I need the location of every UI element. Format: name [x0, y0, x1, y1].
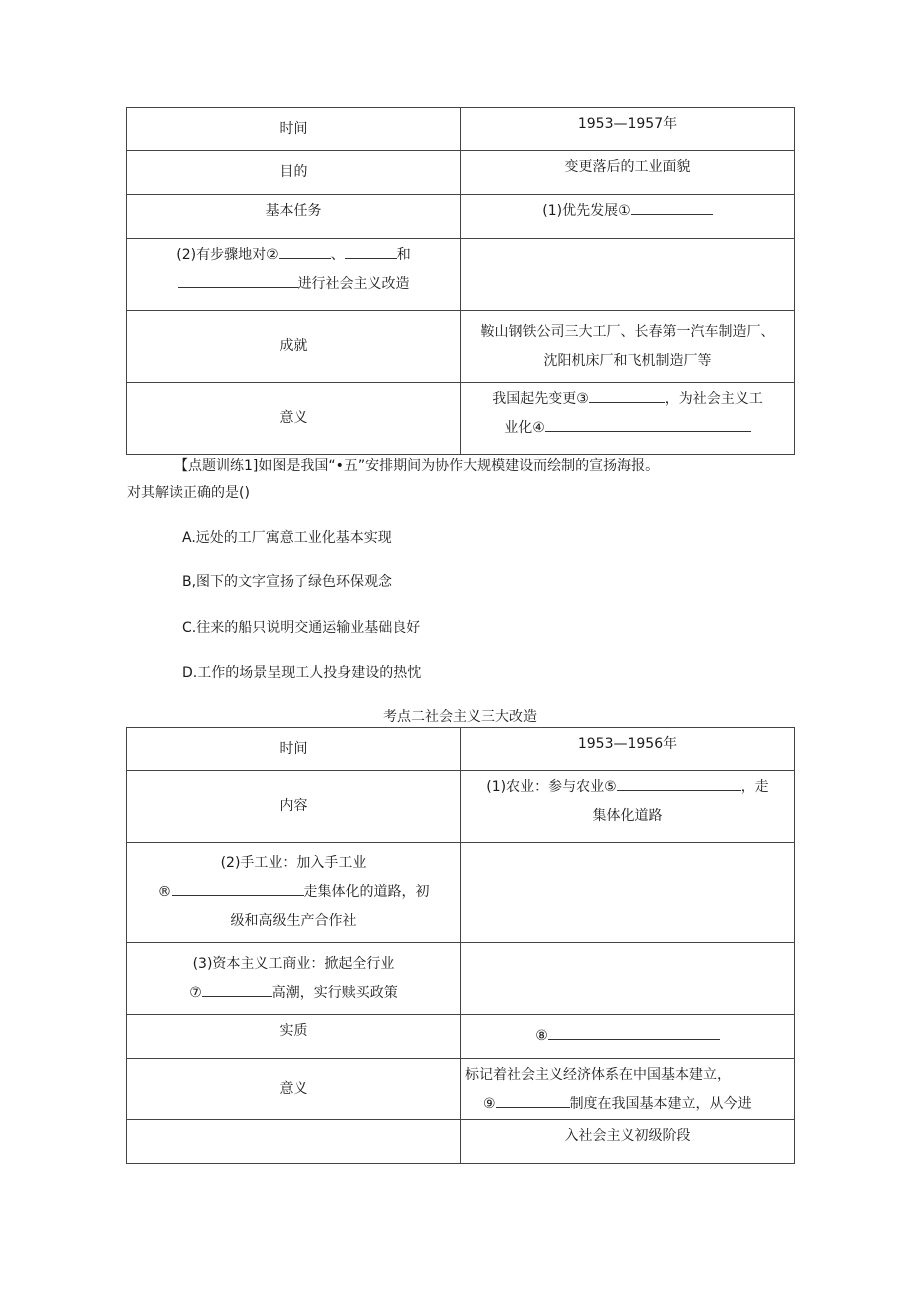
time-label: 时间 [127, 108, 461, 151]
task-2-text: (2)有步骤地对② [176, 247, 279, 263]
blank-3[interactable] [589, 386, 665, 403]
achievement-line1: 鞍山钢铁公司三大工厂、长春第一汽车制造厂、 [480, 323, 775, 340]
significance-line1b: ，为社会主义工 [664, 391, 763, 407]
essence-label: 实质 [127, 1015, 461, 1059]
essence-cell [461, 1015, 795, 1059]
time-value-2: 1953—1956年 [461, 728, 795, 771]
achievement-line2: 沈阳机床厂和飞机制造厂等 [543, 352, 712, 369]
blank-2b[interactable] [345, 242, 397, 259]
blank-8[interactable] [548, 1023, 720, 1040]
blank-2a[interactable] [279, 242, 331, 259]
industrialization-table [126, 107, 795, 455]
blank-2c[interactable] [178, 271, 298, 288]
blank-7[interactable] [202, 980, 272, 997]
empty-cell-4 [127, 1120, 461, 1164]
handicraft-line3: 级和高级生产合作社 [230, 913, 357, 929]
task-2-tail: 进行社会主义改造 [297, 276, 410, 292]
option-a[interactable]: A.远处的工厂寓意工业化基本实现 [182, 530, 392, 546]
agri-tail: ，走 [740, 779, 769, 795]
exercise-stem-2: 对其解读正确的是() [127, 485, 250, 501]
commerce-mark: ⑦ [189, 984, 202, 1001]
essence-mark: ⑧ [535, 1028, 548, 1044]
significance-cell-2 [461, 1059, 795, 1120]
commerce-line2: 高潮，实行赎买政策 [271, 984, 398, 1001]
commerce-cell [127, 943, 461, 1015]
blank-1[interactable] [631, 198, 713, 215]
time-label-2: 时间 [127, 728, 461, 771]
goal-label: 目的 [127, 151, 461, 195]
task-2-and: 和 [396, 247, 411, 263]
empty-cell-3 [461, 943, 795, 1015]
handicraft-cell [127, 843, 461, 943]
handicraft-mark: ® [157, 884, 172, 900]
transformation-table [126, 727, 795, 1164]
task-2-sep: 、 [330, 247, 345, 263]
significance2-line3: 入社会主义初级阶段 [461, 1120, 795, 1164]
blank-6[interactable] [172, 879, 304, 896]
option-d[interactable]: D.工作的场景呈现工人投身建设的热忱 [182, 665, 422, 681]
significance-line2: 业化④ [504, 420, 545, 436]
commerce-line1: (3)资本主义工商业：掀起全行业 [192, 955, 395, 972]
significance2-line1: 标记着社会主义经济体系在中国基本建立， [465, 1067, 731, 1083]
empty-cell [461, 239, 795, 311]
significance-label: 意义 [127, 383, 461, 455]
task-label: 基本任务 [127, 195, 461, 239]
achievement-label: 成就 [127, 311, 461, 383]
significance2-line2: 制度在我国基本建立，从今进 [569, 1096, 752, 1112]
significance-line1a: 我国起先变更③ [492, 391, 589, 407]
blank-5[interactable] [617, 774, 741, 791]
exercise-stem-1: 【点题训练1]如图是我国“•五”安排期间为协作大规模建设而绘制的宣扬海报。 [174, 458, 660, 474]
goal-value: 变更落后的工业面貌 [461, 151, 795, 195]
agri-text: (1)农业：参与农业⑤ [486, 779, 617, 795]
handicraft-line1: (2)手工业：加入手工业 [220, 855, 367, 871]
agri-line2: 集体化道路 [592, 808, 663, 824]
significance-label-2: 意义 [127, 1059, 461, 1120]
section-title: 考点二社会主义三大改造 [383, 709, 537, 725]
task-1-text: (1)优先发展① [542, 203, 631, 219]
time-value: 1953—1957年 [461, 108, 795, 151]
content-label: 内容 [127, 771, 461, 843]
task-2-cell [127, 239, 461, 311]
handicraft-line2: 走集体化的道路，初 [303, 884, 430, 900]
option-b[interactable]: B,图下的文字宣扬了绿色环保观念 [182, 574, 393, 590]
blank-9[interactable] [496, 1091, 570, 1108]
empty-cell-2 [461, 843, 795, 943]
task-1-cell [461, 195, 795, 239]
achievement-value [461, 311, 795, 383]
significance-value [461, 383, 795, 455]
significance2-mark: ⑨ [483, 1096, 496, 1112]
option-c[interactable]: C.往来的船只说明交通运输业基础良好 [182, 620, 421, 636]
agriculture-cell [461, 771, 795, 843]
blank-4[interactable] [545, 415, 751, 432]
